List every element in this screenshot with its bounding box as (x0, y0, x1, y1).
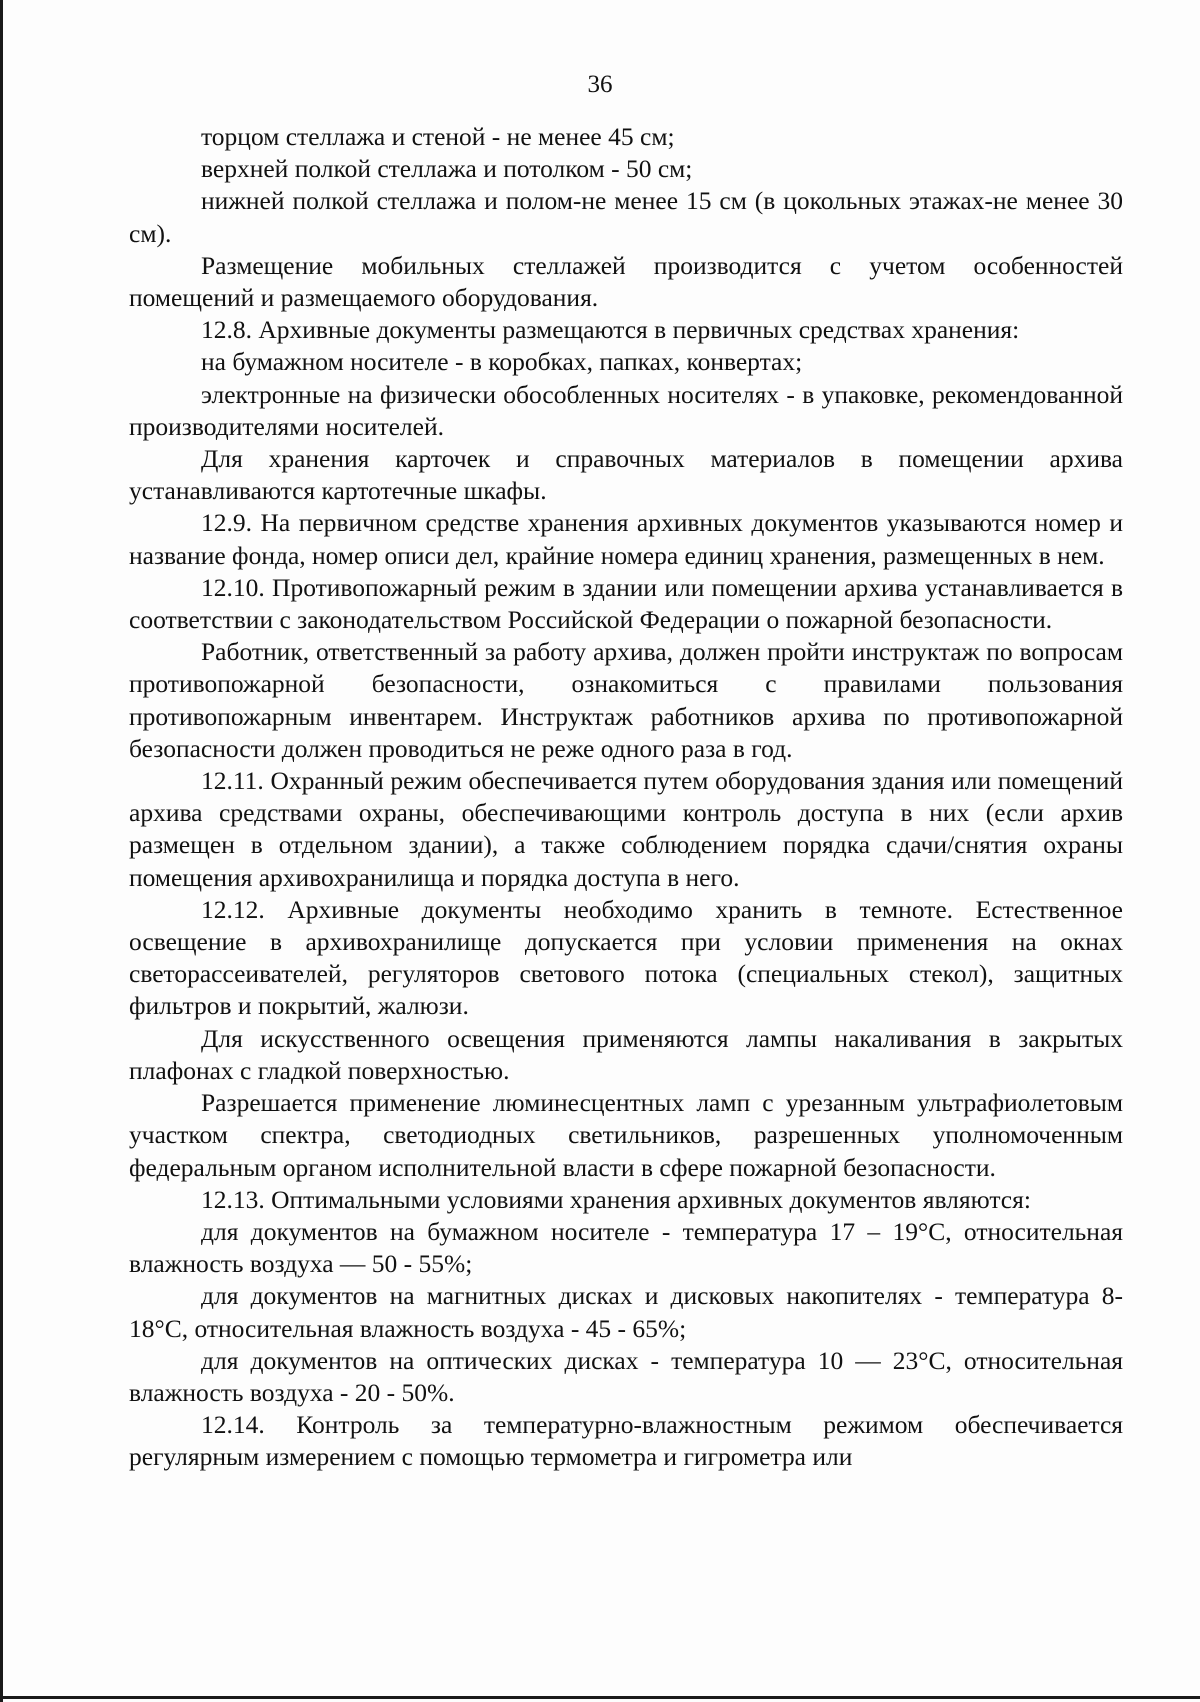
paragraph: 12.13. Оптимальными условиями хранения архивных документов являются: (201, 1184, 1031, 1214)
scan-bottom-edge (0, 1696, 1200, 1699)
paragraph: электронные на физически обособленных носителях - в упаковке, рекомендованной производителями носителей. (129, 379, 1123, 441)
paragraph: Размещение мобильных стеллажей производится с учетом особенностей помещений и размещаемого оборудования. (129, 250, 1123, 313)
paragraph: нижней полкой стеллажа и полом-не менее 15 см (в цокольных этажах-не менее 30 см). (129, 186, 1123, 248)
paragraph: торцом стеллажа и стеной - не менее 45 см; (201, 122, 675, 151)
paragraph: 12.14. Контроль за температурно-влажностным режимом обеспечивается регулярным измерением с помощью термометра и гигрометра или (129, 1410, 1123, 1472)
paragraph: для документов на магнитных дисках и дисковых накопителях - температура 8-18°C, относительная влажность воздуха - 45 - 65%; (129, 1281, 1123, 1343)
scan-left-edge (0, 0, 3, 1702)
paragraph: верхней полкой стеллажа и потолком - 50 см; (201, 154, 693, 184)
paragraph: на бумажном носителе - в коробках, папках, конвертах; (201, 347, 803, 377)
body-text (129, 121, 1123, 1474)
paragraph: Работник, ответственный за работу архива, должен пройти инструктаж по вопросам противопожарной безопасности, ознакомиться с правилами пользования противопожарным инвентарем. Инструктаж работников архива по противопожарной безопасности должен проводиться не реже одного раза в год. (129, 637, 1123, 763)
paragraph: 12.12. Архивные документы необходимо хранить в темноте. Естественное освещение в архивохранилище допускается при условии применения на окнах светорассеивателей, регуляторов светового потока (специальных стекол), защитных фильтров и покрытий, жалюзи. (129, 894, 1123, 1021)
page-number: 36 (587, 71, 613, 98)
paragraph: Разрешается применение люминесцентных ламп с урезанным ультрафиолетовым участком спектра, светодиодных светильников, разрешенных уполномоченным федеральным органом исполнительной власти в сфере пожарной безопасности. (129, 1088, 1123, 1182)
paragraph: Для хранения карточек и справочных материалов в помещении архива устанавливаются картотечные шкафы. (129, 444, 1123, 506)
paragraph: 12.8. Архивные документы размещаются в первичных средствах хранения: (201, 315, 1020, 345)
paragraph: для документов на оптических дисках - температура 10 — 23°C, относительная влажность воздуха - 20 - 50%. (129, 1345, 1123, 1407)
paragraph: 12.9. На первичном средстве хранения архивных документов указываются номер и название фонда, номер описи дел, крайние номера единиц хранения, размещенных в нем. (129, 508, 1123, 570)
paragraph: Для искусственного освещения применяются лампы накаливания в закрытых плафонах с гладкой поверхностью. (129, 1023, 1123, 1085)
paragraph: 12.10. Противопожарный режим в здании или помещении архива устанавливается в соответствии с законодательством Российской Федерации о пожарной безопасности. (129, 572, 1123, 635)
paragraph: 12.11. Охранный режим обеспечивается путем оборудования здания или помещений архива средствами охраны, обеспечивающими контроль доступа в них (если архив размещен в отдельном здании), а также соблюдением порядка сдачи/снятия охраны помещения архивохранилища и порядка доступа в него. (129, 766, 1123, 892)
paragraph: для документов на бумажном носителе - температура 17 – 19°C, относительная влажность воздуха — 50 - 55%; (129, 1216, 1123, 1279)
